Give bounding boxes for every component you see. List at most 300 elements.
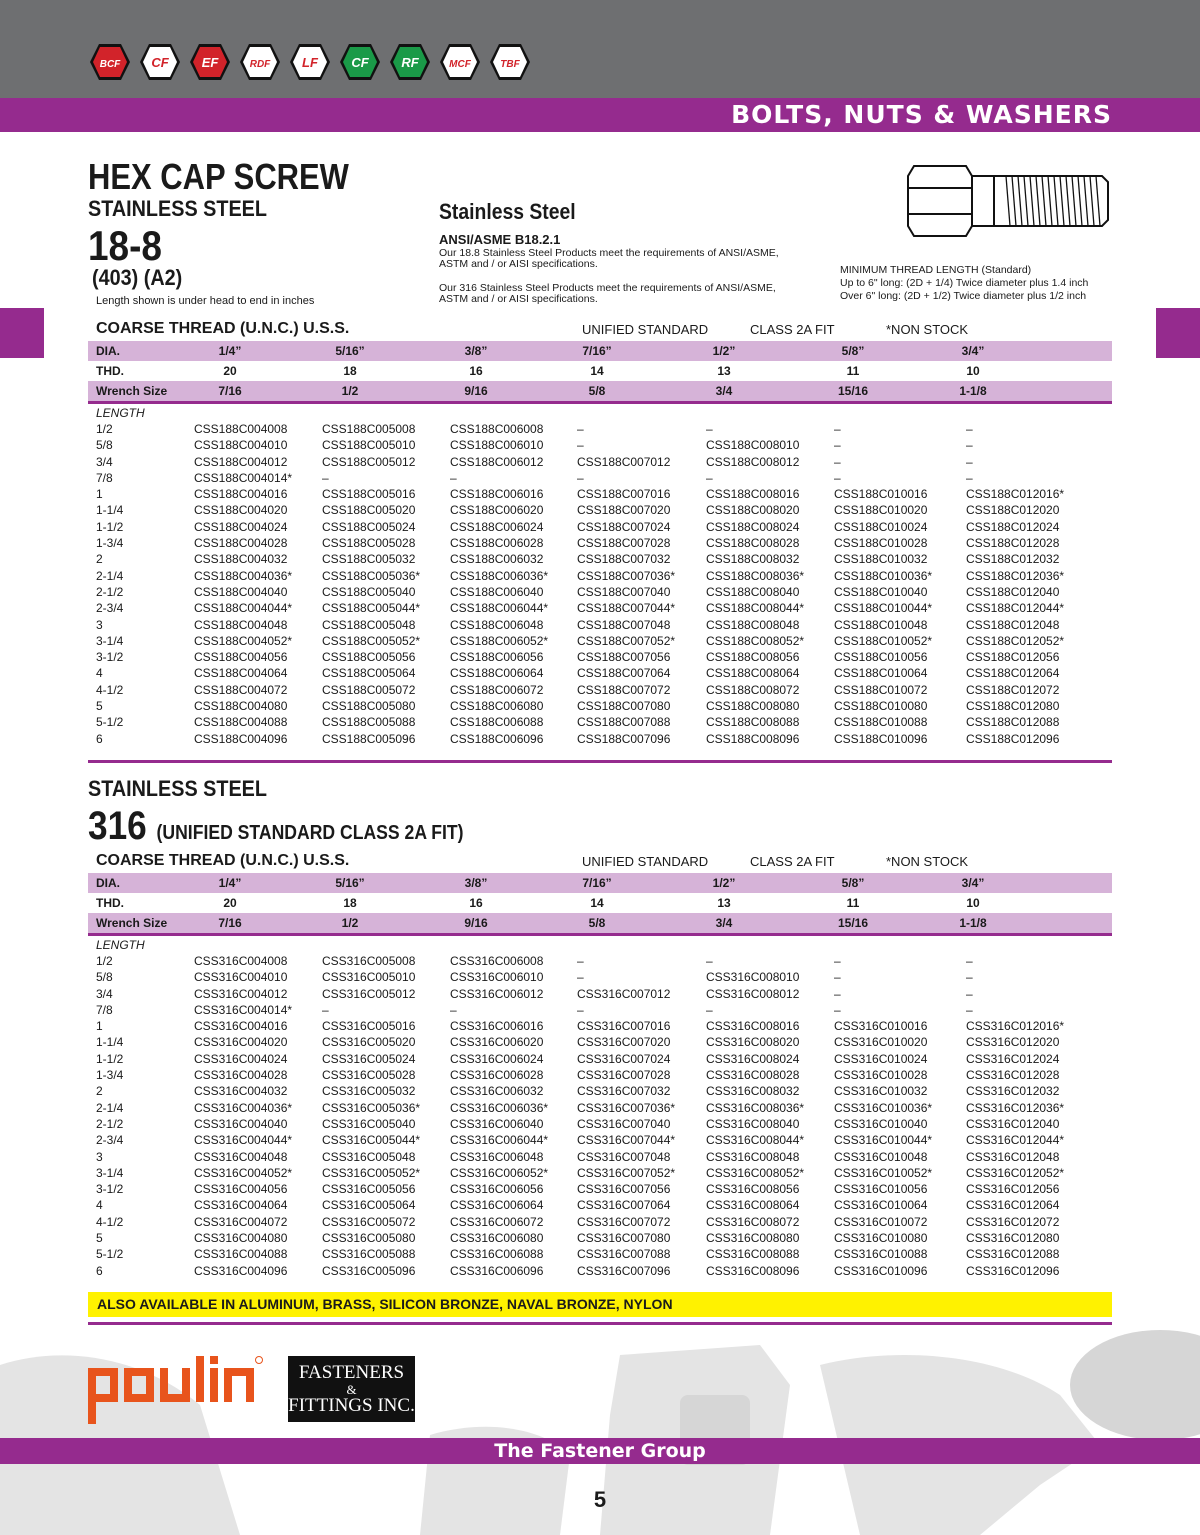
part-number-cell: CSS316C008032	[706, 1084, 800, 1099]
part-number-cell: CSS188C008020	[706, 503, 800, 518]
part-number-cell: –	[706, 954, 713, 968]
part-number-cell: CSS188C007024	[577, 519, 671, 534]
part-number-cell: CSS188C004064	[194, 666, 288, 681]
ss316-thd-value: 14	[590, 896, 604, 910]
part-number-cell: –	[577, 954, 584, 968]
ss316-thd-value: 20	[223, 896, 237, 910]
table-row	[88, 1117, 1112, 1133]
part-number-cell: CSS316C008056	[706, 1182, 800, 1197]
part-number-cell: CSS316C010064	[834, 1198, 928, 1213]
table-row	[88, 1166, 1112, 1182]
ss316-thd-value: 10	[966, 896, 980, 910]
table-row	[88, 471, 1112, 487]
ss316-table-header	[88, 852, 1112, 874]
min-thread-title: MINIMUM THREAD LENGTH (Standard)	[840, 264, 1032, 276]
part-number-cell: CSS316C006080	[450, 1231, 544, 1246]
part-number-cell: CSS188C006044*	[450, 601, 549, 616]
part-number-cell: CSS188C006052*	[450, 633, 549, 648]
part-number-cell: CSS188C012080	[966, 699, 1060, 714]
part-number-cell: CSS316C008044*	[706, 1133, 805, 1148]
part-number-cell: CSS316C008016	[706, 1019, 800, 1034]
part-number-cell: CSS316C004012	[194, 986, 288, 1001]
part-number-cell: CSS316C010080	[834, 1231, 928, 1246]
svg-text:EF: EF	[201, 55, 219, 70]
part-number-cell: CSS316C005008	[322, 954, 416, 968]
part-number-cell: CSS316C004016	[194, 1019, 288, 1034]
part-number-cell: CSS316C004028	[194, 1068, 288, 1083]
part-number-cell: CSS316C007052*	[577, 1165, 676, 1180]
table-row	[88, 1084, 1112, 1100]
ss188-thd-value: 10	[966, 364, 980, 378]
ss188-header-rule	[88, 401, 1112, 404]
part-number-cell: CSS316C008064	[706, 1198, 800, 1213]
ss188-wrench-value: 5/8	[588, 384, 606, 398]
length-cell: 2-1/4	[96, 1100, 124, 1115]
part-number-cell: –	[450, 1002, 457, 1017]
table-row	[88, 1035, 1112, 1051]
svg-text:LF: LF	[302, 55, 318, 70]
part-number-cell: CSS316C004052*	[194, 1165, 293, 1180]
part-number-cell: CSS188C008036*	[706, 568, 805, 583]
part-number-cell: CSS188C008052*	[706, 633, 805, 648]
part-number-cell: CSS316C012020	[966, 1035, 1060, 1050]
part-number-cell: CSS188C006036*	[450, 568, 549, 583]
part-number-cell: CSS188C006096	[450, 731, 544, 746]
part-number-cell: CSS316C012096	[966, 1263, 1060, 1278]
part-number-cell: CSS188C006072	[450, 682, 544, 697]
part-number-cell: –	[966, 986, 973, 1001]
ss188-wrench-value: 15/16	[837, 384, 869, 398]
ss188-thd-value: 16	[469, 364, 483, 378]
length-cell: 4	[96, 666, 103, 681]
part-number-cell: CSS188C012056	[966, 650, 1060, 665]
section2-grade: 316	[88, 804, 147, 848]
length-cell: 5-1/2	[96, 715, 124, 730]
length-cell: 1/2	[96, 954, 113, 968]
part-number-cell: CSS316C005096	[322, 1263, 416, 1278]
length-cell: 2-3/4	[96, 1133, 124, 1148]
svg-text:CF: CF	[351, 55, 369, 70]
part-number-cell: CSS316C012080	[966, 1231, 1060, 1246]
table-row	[88, 487, 1112, 503]
part-number-cell: CSS316C006010	[450, 970, 544, 985]
ss316-wrench-value: 9/16	[464, 916, 488, 930]
part-number-cell: CSS188C005010	[322, 438, 416, 453]
length-cell: 3/4	[96, 454, 113, 469]
part-number-cell: CSS316C007036*	[577, 1100, 676, 1115]
part-number-cell: CSS316C008052*	[706, 1165, 805, 1180]
availability-text: ALSO AVAILABLE IN ALUMINUM, BRASS, SILICON BRONZE, NAVAL BRONZE, NYLON	[97, 1296, 673, 1312]
part-number-cell: CSS188C006024	[450, 519, 544, 534]
length-cell: 1	[96, 487, 103, 502]
part-number-cell: CSS316C005020	[322, 1035, 416, 1050]
part-number-cell: –	[966, 422, 973, 436]
ss188-dia-value: 3/4”	[961, 344, 985, 358]
part-number-cell: CSS316C004040	[194, 1116, 288, 1131]
part-number-cell: CSS188C008024	[706, 519, 800, 534]
ss188-wrench-label: Wrench Size	[96, 384, 168, 398]
table-row	[88, 1198, 1112, 1214]
length-cell: 1-1/4	[96, 1035, 124, 1050]
length-cell: 3-1/2	[96, 1182, 124, 1197]
spec-standard: ANSI/ASME B18.2.1	[439, 232, 561, 247]
ss188-wrench-value: 3/4	[715, 384, 733, 398]
length-cell: 4-1/2	[96, 1214, 124, 1229]
part-number-cell: CSS188C005072	[322, 682, 416, 697]
cf-red-logo	[138, 42, 182, 82]
ss188-thd-value: 20	[223, 364, 237, 378]
product-title: HEX CAP SCREW	[88, 156, 349, 197]
table-row	[88, 1231, 1112, 1247]
part-number-cell: CSS316C005064	[322, 1198, 416, 1213]
side-tab-right	[1156, 308, 1200, 358]
part-number-cell: CSS316C010020	[834, 1035, 928, 1050]
part-number-cell: CSS188C006040	[450, 584, 544, 599]
rdf-logo	[238, 42, 282, 82]
part-number-cell: –	[322, 470, 329, 485]
part-number-cell: CSS316C004044*	[194, 1133, 293, 1148]
part-number-cell: CSS316C004056	[194, 1182, 288, 1197]
table-row	[88, 987, 1112, 1003]
part-number-cell: –	[834, 970, 841, 985]
ss188-thd-value: 13	[717, 364, 731, 378]
section-divider	[88, 760, 1112, 763]
part-number-cell: CSS188C010072	[834, 682, 928, 697]
table-row	[88, 1019, 1112, 1035]
part-number-cell: –	[966, 954, 973, 968]
ef-logo	[188, 42, 232, 82]
part-number-cell: CSS188C007052*	[577, 633, 676, 648]
part-number-cell: CSS316C010052*	[834, 1165, 933, 1180]
table-row	[88, 699, 1112, 715]
table-row	[88, 650, 1112, 666]
part-number-cell: –	[706, 470, 713, 485]
part-number-cell: CSS188C008096	[706, 731, 800, 746]
ss188-dia-value: 5/16”	[335, 344, 365, 358]
ss316-wrench-value: 1-1/8	[959, 916, 987, 930]
part-number-cell: CSS316C010040	[834, 1116, 928, 1131]
part-number-cell: CSS316C007024	[577, 1051, 671, 1066]
ss188-thd-value: 18	[343, 364, 357, 378]
table-row	[88, 1264, 1112, 1280]
length-cell: 1-1/4	[96, 503, 124, 518]
section2-grade-line	[88, 804, 464, 849]
ss188-wrench-value: 1-1/8	[959, 384, 987, 398]
part-number-cell: CSS316C004072	[194, 1214, 288, 1229]
part-number-cell: CSS188C007080	[577, 699, 671, 714]
part-number-cell: CSS188C004020	[194, 503, 288, 518]
ss316-dia-label: DIA.	[96, 876, 120, 890]
part-number-cell: CSS316C008010	[706, 970, 800, 985]
part-number-cell: CSS316C012028	[966, 1068, 1060, 1083]
ss188-wrench-row	[88, 381, 1112, 401]
part-number-cell: CSS316C004048	[194, 1149, 288, 1164]
ss188-thd-label: THD.	[96, 364, 124, 378]
length-cell: 2-1/2	[96, 1116, 124, 1131]
part-number-cell: CSS188C005008	[322, 422, 416, 436]
part-number-cell: CSS188C012072	[966, 682, 1060, 697]
part-number-cell: CSS188C004028	[194, 536, 288, 551]
part-number-cell: CSS188C005016	[322, 487, 416, 502]
part-number-cell: CSS188C010056	[834, 650, 928, 665]
part-number-cell: CSS188C012032	[966, 552, 1060, 567]
part-number-cell: CSS188C008012	[706, 454, 800, 469]
ss188-dia-value: 1/4”	[218, 344, 242, 358]
part-number-cell: –	[577, 470, 584, 485]
part-number-cell: –	[450, 470, 457, 485]
length-cell: 2	[96, 552, 103, 567]
page-number: 5	[593, 1487, 607, 1512]
part-number-cell: CSS188C005024	[322, 519, 416, 534]
footer-group: The Fastener Group	[494, 1440, 706, 1462]
table-row	[88, 1068, 1112, 1084]
part-number-cell: CSS316C008088	[706, 1247, 800, 1262]
category-bar	[0, 98, 1200, 132]
part-number-cell: CSS316C007044*	[577, 1133, 676, 1148]
ss316-wrench-value: 3/4	[715, 916, 733, 930]
ss316-wrench-label: Wrench Size	[96, 916, 168, 930]
part-number-cell: –	[834, 422, 841, 436]
part-number-cell: CSS188C004044*	[194, 601, 293, 616]
part-number-cell: –	[966, 1002, 973, 1017]
part-number-cell: CSS188C006064	[450, 666, 544, 681]
table-row	[88, 520, 1112, 536]
ss188-table-header	[88, 320, 1112, 342]
part-number-cell: CSS316C004088	[194, 1247, 288, 1262]
part-number-cell: CSS188C004056	[194, 650, 288, 665]
part-number-cell: CSS316C008048	[706, 1149, 800, 1164]
part-number-cell: CSS316C008028	[706, 1068, 800, 1083]
ss188-dia-value: 1/2”	[712, 344, 736, 358]
part-number-cell: CSS188C005036*	[322, 568, 421, 583]
bottom-divider	[88, 1322, 1112, 1325]
part-number-cell: –	[834, 454, 841, 469]
part-number-cell: CSS188C005080	[322, 699, 416, 714]
ff-line2: FITTINGS INC.	[288, 1395, 415, 1416]
part-number-cell: CSS316C006064	[450, 1198, 544, 1213]
part-number-cell: CSS316C004096	[194, 1263, 288, 1278]
paulin-logo	[88, 1356, 263, 1424]
part-number-cell: CSS188C010052*	[834, 633, 933, 648]
part-number-cell: CSS188C012048	[966, 617, 1060, 632]
table-row	[88, 422, 1112, 438]
tbf-logo	[488, 42, 532, 82]
part-number-cell: CSS188C005064	[322, 666, 416, 681]
ss188-thd-row	[88, 361, 1112, 381]
part-number-cell: CSS188C007012	[577, 454, 671, 469]
min-thread-line1: Up to 6" long: (2D + 1/4) Twice diameter plus 1.4 inch	[840, 277, 1089, 289]
part-number-cell: CSS316C005052*	[322, 1165, 421, 1180]
table-row	[88, 1101, 1112, 1117]
part-number-cell: CSS188C006028	[450, 536, 544, 551]
grade-codes: (403) (A2)	[92, 265, 183, 290]
part-number-cell: CSS316C007072	[577, 1214, 671, 1229]
part-number-cell: CSS188C005056	[322, 650, 416, 665]
length-cell: 5/8	[96, 438, 113, 453]
part-number-cell: CSS316C006072	[450, 1214, 544, 1229]
part-number-cell: CSS188C004014*	[194, 470, 293, 485]
length-cell: 3-1/4	[96, 1165, 124, 1180]
part-number-cell: CSS316C010036*	[834, 1100, 933, 1115]
length-cell: 2-3/4	[96, 601, 124, 616]
part-number-cell: CSS188C012044*	[966, 601, 1065, 616]
part-number-cell: CSS188C008040	[706, 584, 800, 599]
part-number-cell: –	[966, 438, 973, 453]
ss316-wrench-row	[88, 913, 1112, 933]
length-cell: 3	[96, 1149, 103, 1164]
length-cell: 3-1/2	[96, 650, 124, 665]
ss316-wrench-value: 5/8	[588, 916, 606, 930]
part-number-cell: CSS316C012032	[966, 1084, 1060, 1099]
ss316-dia-value: 1/2”	[712, 876, 736, 890]
part-number-cell: CSS316C005044*	[322, 1133, 421, 1148]
table-row	[88, 618, 1112, 634]
table-row	[88, 1150, 1112, 1166]
svg-text:BCF: BCF	[99, 59, 121, 70]
min-thread-line2: Over 6" long: (2D + 1/2) Twice diameter plus 1/2 inch	[840, 290, 1087, 302]
part-number-cell: CSS316C005010	[322, 970, 416, 985]
length-cell: 3-1/4	[96, 633, 124, 648]
part-number-cell: CSS188C012064	[966, 666, 1060, 681]
part-number-cell: –	[966, 970, 973, 985]
footer-bar	[0, 1438, 1200, 1464]
part-number-cell: CSS316C010072	[834, 1214, 928, 1229]
part-number-cell: CSS188C007032	[577, 552, 671, 567]
part-number-cell: CSS316C007032	[577, 1084, 671, 1099]
part-number-cell: CSS188C007088	[577, 715, 671, 730]
part-number-cell: CSS316C008012	[706, 986, 800, 1001]
ss316-unified: UNIFIED STANDARD	[582, 854, 709, 869]
part-number-cell: CSS316C005056	[322, 1182, 416, 1197]
ss316-dia-value: 1/4”	[218, 876, 242, 890]
part-number-cell: CSS188C008028	[706, 536, 800, 551]
part-number-cell: CSS188C012088	[966, 715, 1060, 730]
part-number-cell: CSS316C005032	[322, 1084, 416, 1099]
table-row	[88, 1182, 1112, 1198]
part-number-cell: CSS316C006040	[450, 1116, 544, 1131]
part-number-cell: CSS188C004010	[194, 438, 288, 453]
cf-green-logo	[338, 42, 382, 82]
table-row	[88, 503, 1112, 519]
ss316-class-fit: CLASS 2A FIT	[750, 854, 835, 869]
part-number-cell: CSS188C007044*	[577, 601, 676, 616]
part-number-cell: CSS188C008080	[706, 699, 800, 714]
ss188-wrench-value: 1/2	[341, 384, 359, 398]
ss316-thd-value: 16	[469, 896, 483, 910]
part-number-cell: CSS188C008016	[706, 487, 800, 502]
part-number-cell: CSS188C008056	[706, 650, 800, 665]
lf-logo	[288, 42, 332, 82]
part-number-cell: CSS188C004072	[194, 682, 288, 697]
part-number-cell: CSS316C010088	[834, 1247, 928, 1262]
mcf-logo	[438, 42, 482, 82]
ss188-thread-type: COARSE THREAD (U.N.C.) U.S.S.	[96, 320, 350, 337]
part-number-cell: CSS316C012024	[966, 1051, 1060, 1066]
part-number-cell: CSS188C004088	[194, 715, 288, 730]
svg-text:CF: CF	[151, 55, 169, 70]
part-number-cell: –	[966, 470, 973, 485]
part-number-cell: CSS188C007016	[577, 487, 671, 502]
ss188-wrench-value: 9/16	[464, 384, 488, 398]
length-cell: 7/8	[96, 470, 113, 485]
part-number-cell: CSS316C007088	[577, 1247, 671, 1262]
part-number-cell: CSS188C006008	[450, 422, 544, 436]
ss316-dia-value: 5/16”	[335, 876, 365, 890]
part-number-cell: CSS316C004024	[194, 1051, 288, 1066]
length-cell: 4	[96, 1198, 103, 1213]
part-number-cell: CSS188C005032	[322, 552, 416, 567]
table-row	[88, 954, 1112, 970]
part-number-cell: CSS316C010016	[834, 1019, 928, 1034]
length-cell: 7/8	[96, 1002, 113, 1017]
part-number-cell: CSS316C005024	[322, 1051, 416, 1066]
part-number-cell: CSS188C007096	[577, 731, 671, 746]
part-number-cell: CSS188C005052*	[322, 633, 421, 648]
table-row	[88, 1247, 1112, 1263]
part-number-cell: CSS316C004010	[194, 970, 288, 985]
ss316-dia-value: 5/8”	[841, 876, 865, 890]
part-number-cell: CSS188C010096	[834, 731, 928, 746]
part-number-cell: CSS316C004032	[194, 1084, 288, 1099]
part-number-cell: CSS188C004036*	[194, 568, 293, 583]
part-number-cell: CSS188C005088	[322, 715, 416, 730]
part-number-cell: CSS316C005016	[322, 1019, 416, 1034]
ss188-dia-label: DIA.	[96, 344, 120, 358]
table-row	[88, 1003, 1112, 1019]
part-number-cell: CSS188C005020	[322, 503, 416, 518]
ss188-unified: UNIFIED STANDARD	[582, 322, 709, 337]
length-cell: 1-3/4	[96, 536, 124, 551]
part-number-cell: CSS188C004080	[194, 699, 288, 714]
ss188-length-label: LENGTH	[96, 406, 145, 420]
ss316-dia-row	[88, 873, 1112, 893]
svg-text:RDF: RDF	[249, 59, 271, 70]
part-number-cell: –	[706, 422, 713, 436]
part-number-cell: CSS188C010048	[834, 617, 928, 632]
length-cell: 4-1/2	[96, 682, 124, 697]
part-number-cell: CSS188C008072	[706, 682, 800, 697]
length-cell: 5	[96, 699, 103, 714]
ss188-dia-value: 3/8”	[464, 344, 488, 358]
table-row	[88, 585, 1112, 601]
part-number-cell: CSS188C010040	[834, 584, 928, 599]
part-number-cell: CSS316C006048	[450, 1149, 544, 1164]
ss316-wrench-value: 1/2	[341, 916, 359, 930]
part-number-cell: CSS188C004016	[194, 487, 288, 502]
part-number-cell: CSS188C010036*	[834, 568, 933, 583]
part-number-cell: CSS188C006012	[450, 454, 544, 469]
part-number-cell: CSS188C010032	[834, 552, 928, 567]
ss316-thd-value: 11	[846, 896, 860, 910]
part-number-cell: CSS188C004052*	[194, 633, 293, 648]
part-number-cell: CSS316C012052*	[966, 1165, 1065, 1180]
part-number-cell: CSS316C008040	[706, 1116, 800, 1131]
length-cell: 1-1/2	[96, 1051, 124, 1066]
ss188-thd-value: 14	[590, 364, 604, 378]
fasteners-fittings-logo	[288, 1356, 415, 1422]
table-row	[88, 666, 1112, 682]
part-number-cell: CSS316C006036*	[450, 1100, 549, 1115]
part-number-cell: CSS188C010020	[834, 503, 928, 518]
part-number-cell: CSS316C006028	[450, 1068, 544, 1083]
ss316-wrench-value: 7/16	[218, 916, 242, 930]
length-cell: 3	[96, 617, 103, 632]
part-number-cell: CSS188C012096	[966, 731, 1060, 746]
part-number-cell: CSS188C004048	[194, 617, 288, 632]
part-number-cell: CSS316C012048	[966, 1149, 1060, 1164]
ss316-dia-value: 7/16”	[582, 876, 612, 890]
part-number-cell: CSS188C010044*	[834, 601, 933, 616]
